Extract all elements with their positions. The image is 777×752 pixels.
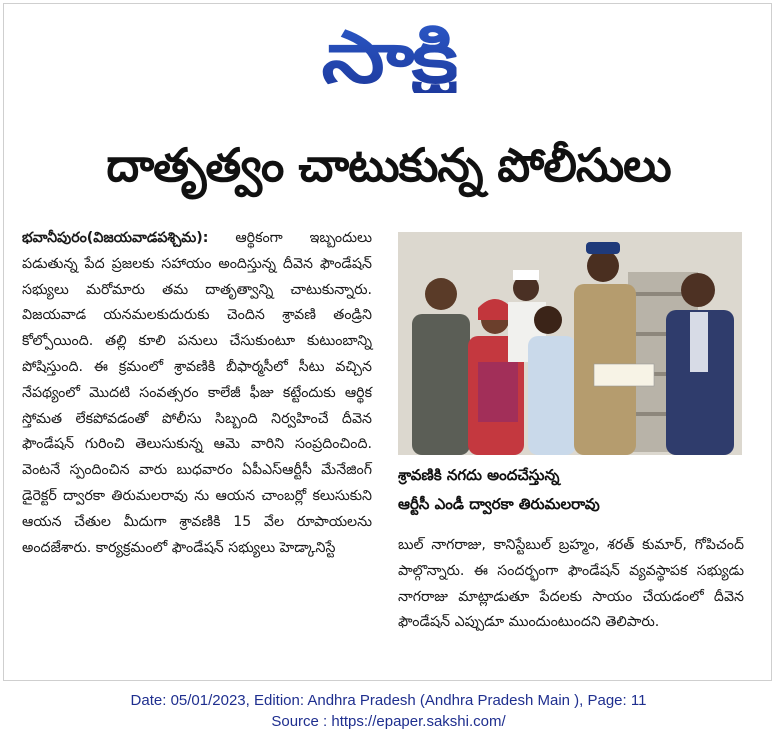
caption-line-2: ఆర్టీసీ ఎండీ ద్వారకా తిరుమలరావు bbox=[398, 495, 600, 513]
caption-line-1: శ్రావణికి నగదు అందచేస్తున్న bbox=[398, 466, 560, 484]
article-body-left bbox=[22, 226, 372, 561]
article-headline: దాతృత్వం చాటుకున్న పోలీసులు bbox=[106, 138, 671, 192]
footer-date-edition: Date: 05/01/2023, Edition: Andhra Pradesh (Andhra Pradesh Main ), Page: 11 bbox=[130, 692, 647, 709]
masthead bbox=[0, 12, 777, 102]
footer-source-link[interactable]: Source : https://epaper.sakshi.com/ bbox=[271, 713, 506, 730]
photo-illustration bbox=[398, 232, 742, 455]
photo-caption bbox=[398, 461, 742, 519]
footer-source bbox=[0, 690, 777, 732]
dateline: భవానీపురం(విజయవాడపశ్చిమ): bbox=[22, 230, 209, 246]
article-body-right: బుల్ నాగరాజు, కానిస్టేబుల్ బ్రహ్మం, శరత్ కుమార్, గోపిచంద్ పాల్గొన్నారు. ఈ సందర్భంగా ఫౌండేషన్ వ్యవస్థాపక సభ్యుడు నాగరాజు మాట్లాడుతూ పేదలకు సాయం చేయడంలో దీవెన ఫౌండేషన్ ఎప్పుడూ ముందుంటుందని తెలిపారు. bbox=[398, 537, 744, 631]
sakshi-logo: సాక్షి bbox=[321, 15, 456, 99]
body-text-left: ఆర్థికంగా ఇబ్బందులు పడుతున్న పేద ప్రజలకు సహాయం అందిస్తున్న దీవెన ఫౌండేషన్ సభ్యులు మరోమారు తమ దాతృత్వాన్ని చాటుకున్నారు. విజయవాడ యనమలకుదురుకు చెందిన శ్రావణి తండ్రిని కోల్పోయింది. తల్లి కూలి పనులు చేసుకుంటూ కుటుంబాన్ని పోషిస్తుంది. ఈ క్రమంలో శ్రావణికి బీఫార్మసీలో సీటు వచ్చిన నేపథ్యంలో మొదటి సంవత్సరం కాలేజీ ఫీజు కట్టేందుకు ఆర్థిక స్తోమత లేకపోవడంతో పోలీసు సిబ్బంది నిర్వహించే దీవెన ఫౌండేషన్ గురించి తెలుసుకున్న ఆమె వారిని సంప్రదించింది. వెంటనే స్పందించిన వారు బుధవారం ఏపీఎస్ఆర్టీసీ మేనేజింగ్ డైరెక్టర్ ద్వారకా తిరుమలరావు ను ఆయన చాంబర్లో కలుసుకుని ఆయన చేతుల మీదుగా శ్రావణికి 15 వేల రూపాయలను అందజేశారు. కార్యక్రమంలో ఫౌండేషన్ సభ్యులు హెడ్కానిస్టే bbox=[22, 230, 373, 556]
news-photo bbox=[398, 232, 742, 455]
